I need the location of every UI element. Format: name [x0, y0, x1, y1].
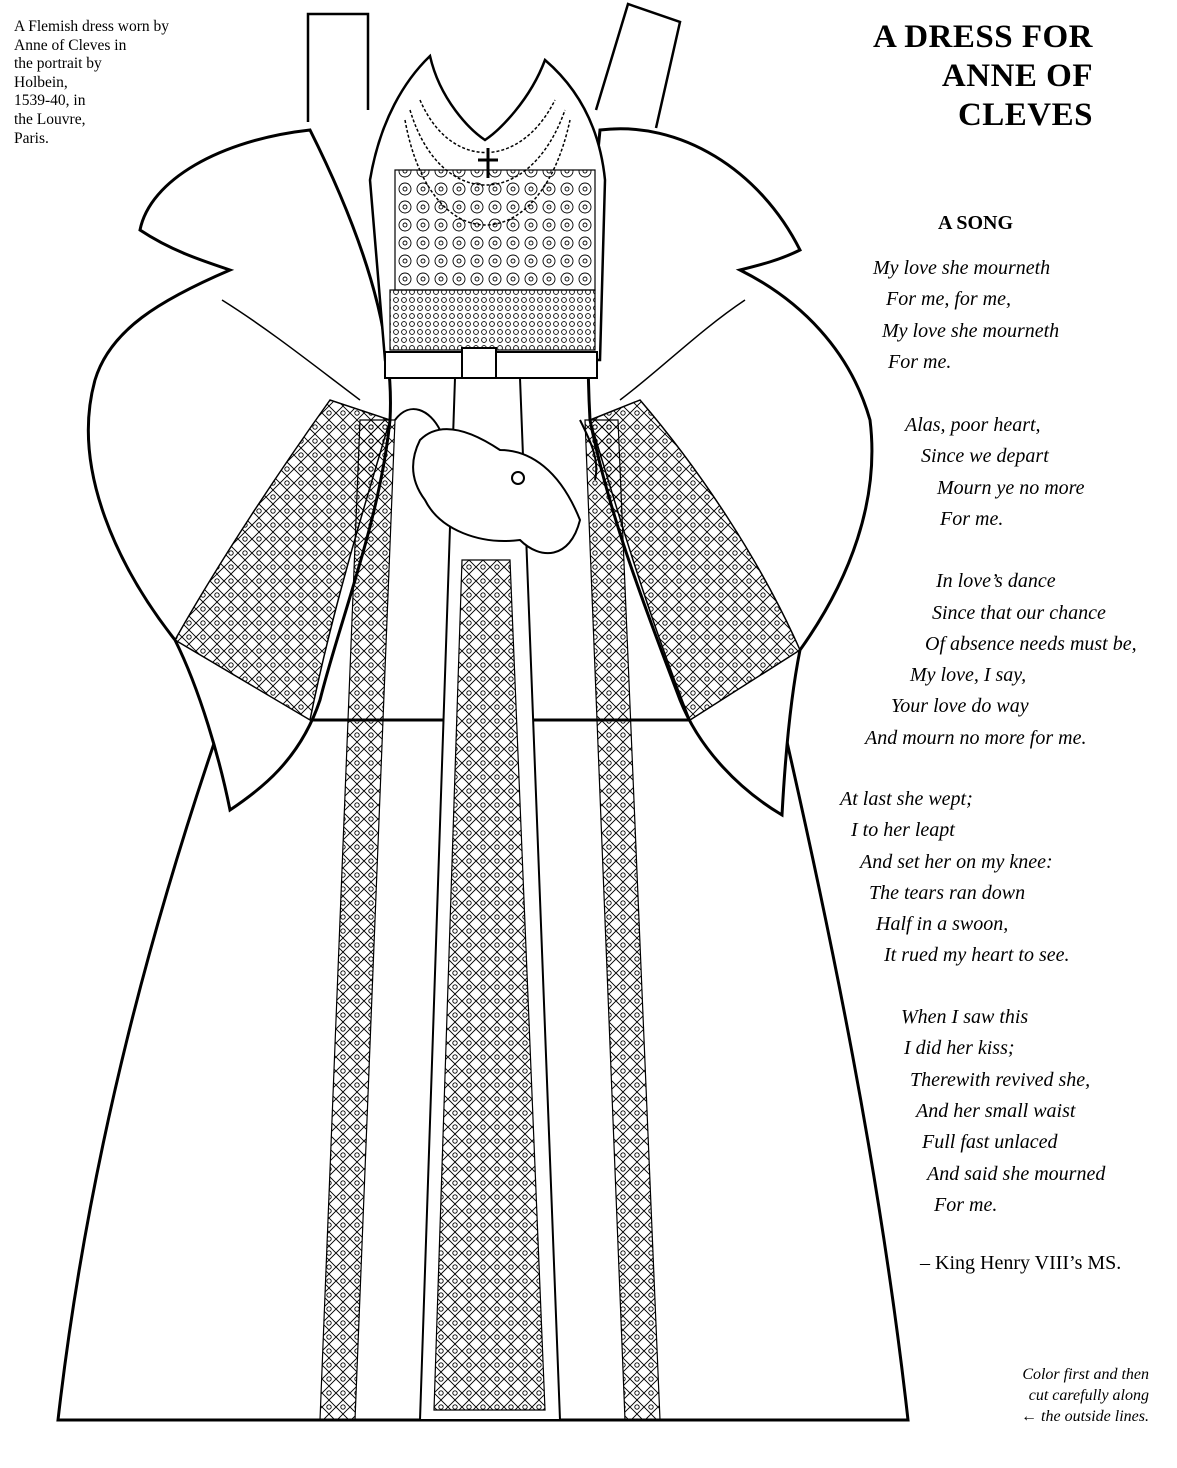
- poem-line: And her small waist: [916, 1100, 1076, 1122]
- title-line: ANNE OF: [941, 58, 1093, 94]
- poem-line: Of absence needs must be,: [925, 633, 1137, 655]
- poem-line: Alas, poor heart,: [905, 414, 1041, 436]
- poem-line: For me.: [934, 1194, 998, 1216]
- poem-line: For me.: [888, 351, 952, 373]
- song-heading: A SONG: [938, 212, 1014, 234]
- title-line: A DRESS FOR: [872, 19, 1093, 55]
- instruction-line: Color first and then: [1022, 1366, 1149, 1383]
- poem-line: In love’s dance: [936, 570, 1056, 592]
- left-tab: [308, 14, 368, 122]
- poem-line: Since that our chance: [932, 602, 1106, 624]
- instruction-line: cut carefully along: [1028, 1387, 1149, 1404]
- poem-line: For me, for me,: [886, 288, 1011, 310]
- poem-line: I to her leapt: [851, 819, 955, 841]
- poem-line: My love, I say,: [910, 664, 1027, 686]
- song-attribution: – King Henry VIII’s MS.: [920, 1252, 1122, 1274]
- poem-line: Since we depart: [921, 445, 1049, 467]
- poem-line: When I saw this: [901, 1006, 1029, 1028]
- poem-line: And said she mourned: [927, 1163, 1106, 1185]
- hands: [413, 429, 580, 553]
- poem-line: And mourn no more for me.: [865, 727, 1087, 749]
- poem-line: My love she mourneth: [873, 257, 1051, 279]
- cutting-instructions: [1021, 1364, 1149, 1427]
- caption-line: Anne of Cleves in: [14, 36, 127, 54]
- caption-line: Paris.: [14, 129, 49, 147]
- poem-line: And set her on my knee:: [860, 851, 1053, 873]
- caption-line: Holbein,: [14, 73, 68, 91]
- poem-line: My love she mourneth: [882, 320, 1060, 342]
- poem-line: It rued my heart to see.: [884, 944, 1070, 966]
- poem-line: The tears ran down: [869, 882, 1026, 904]
- poem-line: Your love do way: [891, 695, 1029, 717]
- caption-line: 1539-40, in: [14, 92, 86, 110]
- poem-line: I did her kiss;: [904, 1037, 1015, 1059]
- caption-line: the portrait by: [14, 55, 102, 73]
- right-tab: [596, 4, 680, 128]
- instruction-line: ← the outside lines.: [1021, 1408, 1149, 1425]
- caption-line: A Flemish dress worn by: [14, 18, 169, 35]
- title-line: CLEVES: [957, 97, 1093, 133]
- poem-line: At last she wept;: [840, 788, 973, 810]
- poem-line: Mourn ye no more: [937, 477, 1085, 499]
- poem-line: For me.: [940, 508, 1004, 530]
- poem-line: Full fast unlaced: [922, 1131, 1058, 1153]
- caption-line: the Louvre,: [14, 110, 86, 128]
- poem-line: Therewith revived she,: [910, 1069, 1091, 1091]
- poem-line: Half in a swoon,: [876, 913, 1009, 935]
